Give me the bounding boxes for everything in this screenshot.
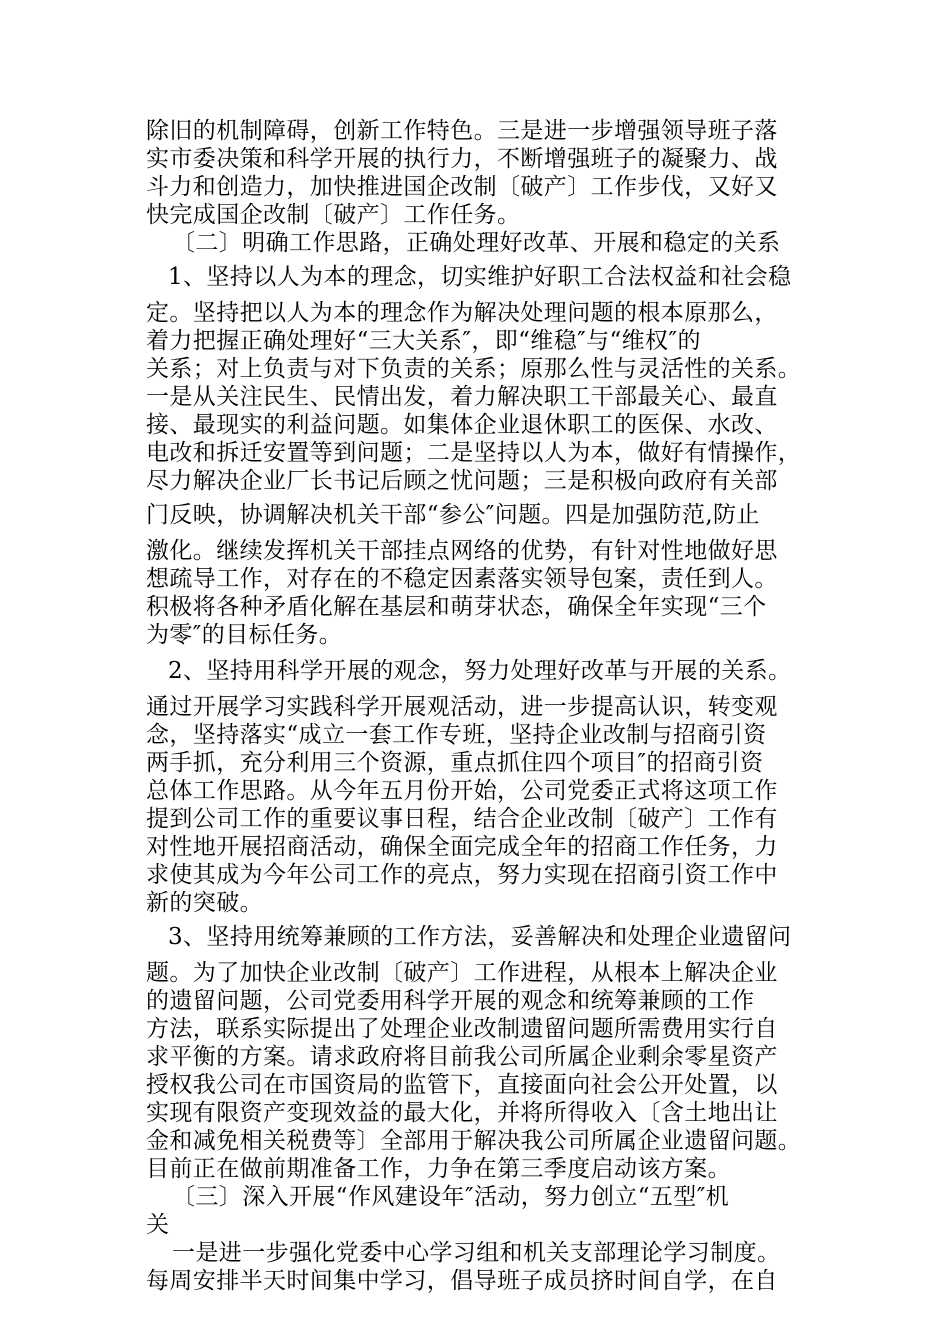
text-line: 关 — [146, 1212, 170, 1238]
text-line: 题。为了加快企业改制〔破产〕工作进程，从根本上解决企业 — [146, 960, 778, 986]
text-line: 两手抓，充分利用三个资源，重点抓住四个项目″的招商引资 — [146, 750, 764, 776]
text-line: 接、最现实的利益问题。如集体企业退休职工的医保、水改、 — [146, 412, 778, 438]
text-line: 新的突破。 — [146, 890, 263, 916]
text-line: 着力把握正确处理好“三大关系″，即“维稳″与“维权″的 — [146, 328, 701, 354]
text-line: 门反映，协调解决机关干部“参公″问题。四是加强防范,防止 — [146, 502, 760, 528]
text-line: 激化。继续发挥机关干部挂点网络的优势，有针对性地做好思 — [146, 538, 778, 564]
text-line: 总体工作思路。从今年五月份开始，公司党委正式将这项工作 — [146, 778, 778, 804]
text-line: 求平衡的方案。请求政府将目前我公司所属企业剩余零星资产 — [146, 1044, 778, 1070]
text-line: 通过开展学习实践科学开展观活动，进一步提高认识，转变观 — [146, 694, 778, 720]
text-line: 的遗留问题，公司党委用科学开展的观念和统筹兼顾的工作 — [146, 988, 755, 1014]
text-line: 除旧的机制障碍，创新工作特色。三是进一步增强领导班子落 — [146, 118, 778, 144]
text-line: 实现有限资产变现效益的最大化，并将所得收入〔含土地出让 — [146, 1100, 778, 1126]
text-line: 快完成国企改制〔破产〕工作任务。 — [146, 202, 521, 228]
text-line: 一是从关注民生、民情出发，着力解决职工干部最关心、最直 — [146, 384, 778, 410]
text-line: 求使其成为今年公司工作的亮点，努力实现在招商引资工作中 — [146, 862, 778, 888]
text-line: 为零″的目标任务。 — [146, 622, 343, 648]
text-line: 斗力和创造力，加快推进国企改制〔破产〕工作步伐，又好又 — [146, 174, 778, 200]
text-line: 定。坚持把以人为本的理念作为解决处理问题的根本原那么， — [146, 300, 778, 326]
text-line: 每周安排半天时间集中学习，倡导班子成员挤时间自学，在自 — [146, 1268, 778, 1294]
text-line: 对性地开展招商活动，确保全面完成全年的招商工作任务，力 — [146, 834, 778, 860]
section-heading: 〔三〕深入开展“作风建设年″活动，努力创立“五型″机 — [172, 1184, 730, 1210]
subsection-heading: 3、坚持用统筹兼顾的工作方法，妥善解决和处理企业遗留问 — [168, 924, 792, 950]
text-line: 尽力解决企业厂长书记后顾之忧问题；三是积极向政府有关部 — [146, 468, 778, 494]
text-line: 关系；对上负责与对下负责的关系；原那么性与灵活性的关系。 — [146, 356, 802, 382]
text-line: 实市委决策和科学开展的执行力，不断增强班子的凝聚力、战 — [146, 146, 778, 172]
text-line: 一是进一步强化党委中心学习组和机关支部理论学习制度。 — [172, 1240, 781, 1266]
text-line: 方法，联系实际提出了处理企业改制遗留问题所需费用实行自 — [146, 1016, 778, 1042]
text-line: 目前正在做前期准备工作，力争在第三季度启动该方案。 — [146, 1156, 731, 1182]
subsection-heading: 1、坚持以人为本的理念，切实维护好职工合法权益和社会稳 — [168, 264, 792, 290]
subsection-heading: 2、坚持用科学开展的观念，努力处理好改革与开展的关系。 — [168, 658, 792, 684]
text-line: 提到公司工作的重要议事日程，结合企业改制〔破产〕工作有 — [146, 806, 778, 832]
text-line: 念，坚持落实“成立一套工作专班，坚持企业改制与招商引资 — [146, 722, 767, 748]
text-line: 想疏导工作，对存在的不稳定因素落实领导包案，责任到人。 — [146, 566, 778, 592]
text-line: 电改和拆迁安置等到问题；二是坚持以人为本，做好有情操作， — [146, 440, 802, 466]
text-line: 积极将各种矛盾化解在基层和萌芽状态，确保全年实现“三个 — [146, 594, 767, 620]
section-heading: 〔二〕明确工作思路，正确处理好改革、开展和稳定的关系 — [172, 230, 781, 256]
text-line: 金和减免相关税费等〕全部用于解决我公司所属企业遗留问题。 — [146, 1128, 802, 1154]
text-line: 授权我公司在市国资局的监管下，直接面向社会公开处置，以 — [146, 1072, 778, 1098]
